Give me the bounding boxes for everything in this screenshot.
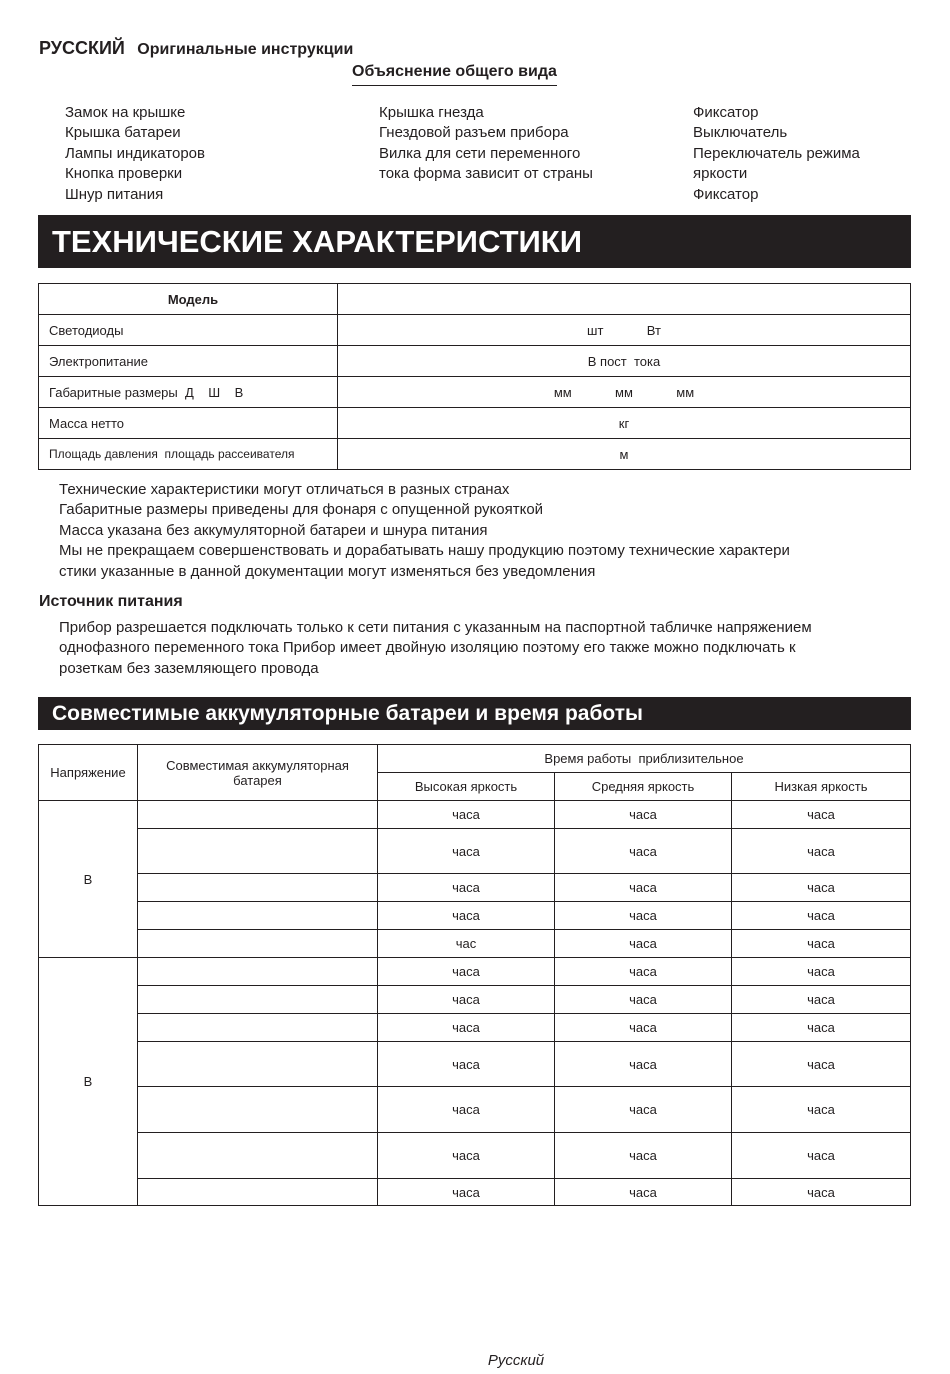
spec-note: Масса указана без аккумуляторной батареи и шнура питания [59, 521, 488, 539]
low-brightness-time: часа [732, 902, 911, 930]
spec-value: шт Вт [338, 315, 911, 346]
overview-item: Шнур питания [65, 185, 164, 203]
voltage-header: Напряжение [39, 745, 138, 801]
low-brightness-time: часа [732, 1179, 911, 1206]
overview-item: Гнездовой разъем прибора [379, 124, 569, 142]
power-source-line: однофазного переменного тока Прибор имеет двойную изоляцию поэтому его также можно подключать к [59, 639, 796, 657]
medium-brightness-time: часа [555, 1133, 732, 1179]
table-row [39, 284, 911, 315]
spec-label: Светодиоды [39, 315, 338, 346]
table-row [39, 1179, 911, 1206]
low-brightness-header: Низкая яркость [732, 773, 911, 801]
table-row [39, 1014, 911, 1042]
high-brightness-time: часа [378, 958, 555, 986]
battery-cell [138, 874, 378, 902]
battery-table [38, 744, 911, 1206]
high-brightness-time: часа [378, 1014, 555, 1042]
battery-cell [138, 1179, 378, 1206]
spec-note: стики указанные в данной документации могут изменяться без уведомления [59, 562, 596, 580]
power-source-line: Прибор разрешается подключать только к сети питания с указанным на паспортной табличке напряжением [59, 619, 812, 636]
overview-item: Замок на крышке [65, 104, 186, 121]
spec-label: Электропитание [39, 346, 338, 377]
spec-value: м [338, 439, 911, 470]
table-row [39, 1042, 911, 1087]
table-row [39, 801, 911, 829]
low-brightness-time: часа [732, 1133, 911, 1179]
low-brightness-time: часа [732, 874, 911, 902]
low-brightness-time: часа [732, 930, 911, 958]
battery-cell [138, 801, 378, 829]
high-brightness-time: часа [378, 1133, 555, 1179]
medium-brightness-time: часа [555, 874, 732, 902]
overview-column-1 [65, 103, 205, 205]
overview-item: Фиксатор [693, 104, 759, 121]
battery-header: Совместимая аккумуляторная батарея [138, 745, 378, 801]
language-label: РУССКИЙ [39, 38, 125, 58]
specifications-banner: ТЕХНИЧЕСКИЕ ХАРАКТЕРИСТИКИ [38, 215, 911, 268]
overview-item: Выключатель [693, 124, 788, 142]
overview-title: Объяснение общего вида [352, 63, 557, 86]
overview-item: Кнопка проверки [65, 165, 183, 183]
low-brightness-time: часа [732, 1014, 911, 1042]
overview-column-2 [379, 103, 593, 185]
high-brightness-time: часа [378, 1087, 555, 1133]
high-brightness-time: час [378, 930, 555, 958]
spec-value: мм мм мм [338, 377, 911, 408]
low-brightness-time: часа [732, 801, 911, 829]
table-row [39, 346, 911, 377]
voltage-cell: В [39, 958, 138, 1206]
spec-value: кг [338, 408, 911, 439]
overview-item: Вилка для сети переменного [379, 144, 581, 162]
spec-label: Площадь давления площадь рассеивателя [39, 439, 338, 470]
power-source-heading: Источник питания [39, 593, 183, 610]
table-row [39, 930, 911, 958]
medium-brightness-time: часа [555, 1179, 732, 1206]
low-brightness-time: часа [732, 1087, 911, 1133]
power-source-text [59, 618, 812, 679]
high-brightness-time: часа [378, 1179, 555, 1206]
time-header: Время работы приблизительное [378, 745, 911, 773]
battery-cell [138, 902, 378, 930]
medium-brightness-time: часа [555, 902, 732, 930]
model-value-cell [338, 284, 911, 315]
high-brightness-time: часа [378, 829, 555, 874]
table-row [39, 874, 911, 902]
medium-brightness-time: часа [555, 801, 732, 829]
spec-label: Габаритные размеры Д Ш В [39, 377, 338, 408]
spec-notes [59, 480, 790, 582]
table-row [39, 986, 911, 1014]
table-row [39, 408, 911, 439]
low-brightness-time: часа [732, 986, 911, 1014]
high-brightness-time: часа [378, 801, 555, 829]
medium-brightness-time: часа [555, 986, 732, 1014]
voltage-cell: В [39, 801, 138, 958]
medium-brightness-time: часа [555, 1087, 732, 1133]
low-brightness-time: часа [732, 958, 911, 986]
overview-item: Переключатель режима [693, 144, 860, 162]
table-row [39, 958, 911, 986]
table-row [39, 902, 911, 930]
medium-brightness-time: часа [555, 958, 732, 986]
language-header [39, 38, 353, 59]
power-source-line: розеткам без заземляющего провода [59, 659, 319, 677]
table-row [39, 1087, 911, 1133]
high-brightness-time: часа [378, 874, 555, 902]
low-brightness-time: часа [732, 829, 911, 874]
battery-cell [138, 958, 378, 986]
battery-cell [138, 986, 378, 1014]
battery-banner: Совместимые аккумуляторные батареи и время работы [38, 697, 911, 730]
overview-item: Крышка гнезда [379, 104, 484, 121]
low-brightness-time: часа [732, 1042, 911, 1087]
model-header-cell: Модель [39, 284, 338, 315]
table-row [39, 315, 911, 346]
battery-cell [138, 1133, 378, 1179]
medium-brightness-header: Средняя яркость [555, 773, 732, 801]
high-brightness-time: часа [378, 902, 555, 930]
table-row [39, 377, 911, 408]
high-brightness-time: часа [378, 1042, 555, 1087]
specifications-table [38, 283, 911, 470]
medium-brightness-time: часа [555, 930, 732, 958]
spec-label: Масса нетто [39, 408, 338, 439]
high-brightness-time: часа [378, 986, 555, 1014]
table-header-row [39, 745, 911, 773]
page-footer: Русский [487, 1352, 545, 1369]
overview-item: тока форма зависит от страны [379, 165, 593, 183]
overview-item: Фиксатор [693, 185, 759, 203]
table-row [39, 829, 911, 874]
spec-value: В пост тока [338, 346, 911, 377]
overview-column-3 [693, 103, 860, 205]
medium-brightness-time: часа [555, 1042, 732, 1087]
original-instructions-label: Оригинальные инструкции [137, 41, 354, 58]
table-row [39, 1133, 911, 1179]
spec-note: Мы не прекращаем совершенствовать и дорабатывать нашу продукцию поэтому технические характери [59, 542, 790, 560]
high-brightness-header: Высокая яркость [378, 773, 555, 801]
overview-item: яркости [693, 165, 748, 183]
battery-cell [138, 829, 378, 874]
battery-cell [138, 1014, 378, 1042]
overview-item: Лампы индикаторов [65, 144, 205, 162]
medium-brightness-time: часа [555, 1014, 732, 1042]
spec-note: Габаритные размеры приведены для фонаря с опущенной рукояткой [59, 501, 544, 519]
spec-note: Технические характеристики могут отличаться в разных странах [59, 481, 510, 498]
table-row [39, 439, 911, 470]
overview-item: Крышка батареи [65, 124, 181, 142]
battery-cell [138, 930, 378, 958]
medium-brightness-time: часа [555, 829, 732, 874]
battery-cell [138, 1087, 378, 1133]
battery-cell [138, 1042, 378, 1087]
